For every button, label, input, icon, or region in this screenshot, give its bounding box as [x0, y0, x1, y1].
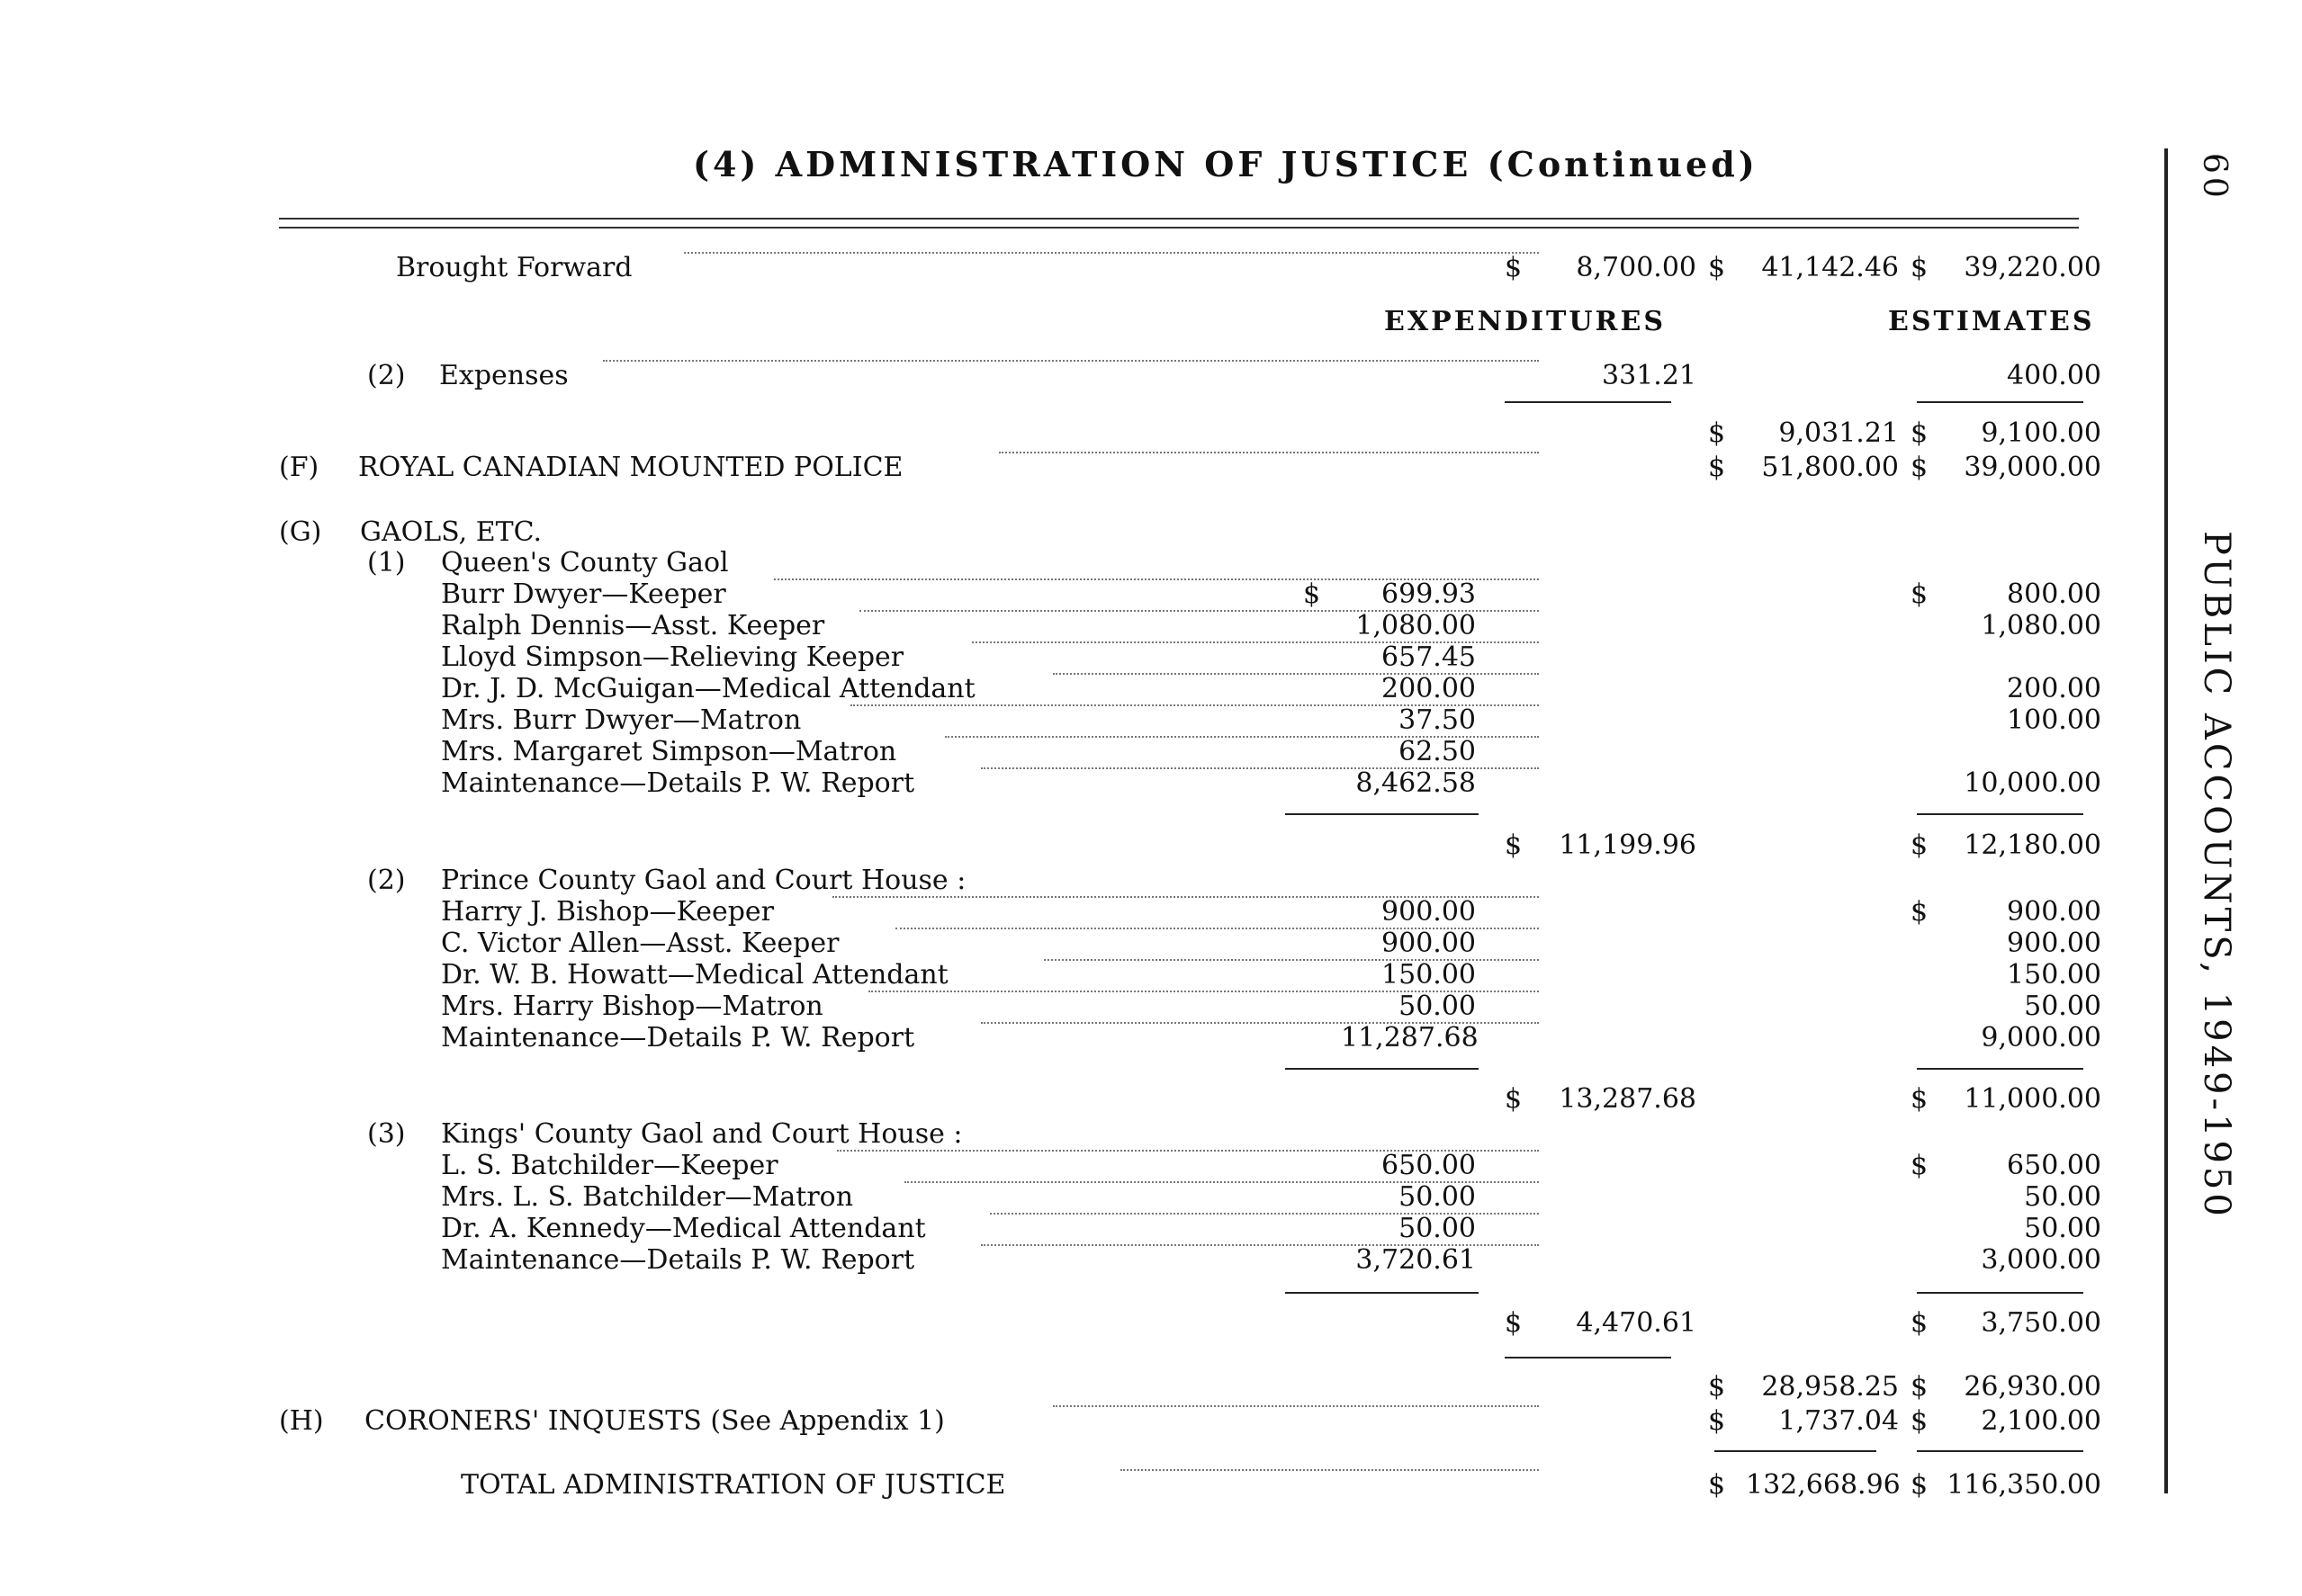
- amount-estimates: 3,000.00: [1981, 1244, 2101, 1276]
- row-queens-county: [270, 547, 2115, 579]
- amount-expenditures: 13,287.68: [1559, 1083, 1696, 1115]
- leader-dots: [603, 360, 1539, 362]
- amount-expenditures: 8,700.00: [1576, 252, 1696, 283]
- amount-estimates: 50.00: [2024, 1181, 2101, 1213]
- row-label: Maintenance—Details P. W. Report: [441, 767, 915, 799]
- amount-estimates: 9,000.00: [1981, 1022, 2101, 1054]
- section-letter: (F): [279, 452, 319, 483]
- amount-detail: 50.00: [1398, 1213, 1476, 1244]
- amount-detail: 37.50: [1398, 704, 1476, 736]
- amount-detail: 62.50: [1398, 736, 1476, 767]
- item-number: (1): [367, 547, 406, 578]
- margin-rule: [2164, 148, 2168, 1493]
- sum-line: [1285, 813, 1479, 815]
- table-row: [270, 673, 2115, 705]
- amount-estimates: 400.00: [2007, 360, 2101, 391]
- amount-estimates: 12,180.00: [1964, 829, 2101, 861]
- row-label: Mrs. L. S. Batchilder—Matron: [441, 1181, 854, 1213]
- sum-line: [1714, 1450, 1876, 1452]
- amount-estimates: 100.00: [2007, 704, 2101, 736]
- sum-line: [1505, 401, 1671, 403]
- amount-expenditures: 331.21: [1602, 360, 1696, 391]
- row-label: Maintenance—Details P. W. Report: [441, 1022, 915, 1054]
- amount-detail: 900.00: [1381, 928, 1476, 959]
- table-row: [270, 896, 2115, 928]
- dollar-sign: $: [1911, 829, 1929, 861]
- page-number: 60: [2196, 153, 2233, 202]
- page-title: (4) ADMINISTRATION OF JUSTICE (Continued): [693, 144, 1758, 184]
- title-rule-bottom: [279, 227, 2079, 229]
- row-label: Burr Dwyer—Keeper: [441, 578, 726, 610]
- row-label: Mrs. Margaret Simpson—Matron: [441, 736, 897, 767]
- leader-dots: [684, 252, 1539, 254]
- table-row: [270, 641, 2115, 674]
- amount-detail: 3,720.61: [1355, 1244, 1476, 1276]
- table-row: [270, 1022, 2115, 1054]
- header-expenditures: EXPENDITURES: [1384, 306, 1666, 337]
- amount-estimates: 26,930.00: [1964, 1371, 2101, 1403]
- dollar-sign: $: [1708, 417, 1726, 449]
- amount-expenditures: 11,199.96: [1559, 829, 1696, 861]
- row-gaols-total: [270, 1371, 2115, 1403]
- row-label: GAOLS, ETC.: [360, 516, 543, 548]
- dollar-sign: $: [1911, 417, 1929, 449]
- item-number: (2): [367, 360, 406, 391]
- row-prince-total: [270, 1083, 2115, 1116]
- amount-detail: 150.00: [1381, 959, 1476, 991]
- leader-dots: [999, 452, 1539, 453]
- row-label: Kings' County Gaol and Court House :: [441, 1118, 963, 1150]
- table-row: [270, 736, 2115, 768]
- dollar-sign: $: [1911, 1083, 1929, 1115]
- amount-estimates: 11,000.00: [1964, 1083, 2101, 1115]
- item-number: (2): [367, 865, 406, 896]
- sum-line: [1917, 1068, 2083, 1070]
- sum-line: [1917, 1450, 2083, 1452]
- dollar-sign: $: [1911, 252, 1929, 283]
- dollar-sign: $: [1708, 1469, 1726, 1501]
- amount-estimates: 800.00: [2007, 578, 2101, 610]
- amount-detail: 50.00: [1398, 991, 1476, 1022]
- dollar-sign: $: [1708, 252, 1726, 283]
- dollar-sign: $: [1911, 452, 1929, 483]
- table-row: [270, 767, 2115, 800]
- table-row: [270, 578, 2115, 611]
- section-letter: (G): [279, 516, 322, 548]
- row-grand-total: [270, 1469, 2115, 1502]
- amount-detail: 50.00: [1398, 1181, 1476, 1213]
- row-label: L. S. Batchilder—Keeper: [441, 1150, 778, 1181]
- amount-total: 132,668.96: [1746, 1469, 1901, 1501]
- table-row: [270, 928, 2115, 960]
- amount-estimates: 39,220.00: [1964, 252, 2101, 283]
- row-subtotal: [270, 417, 2115, 450]
- sum-line: [1917, 401, 2083, 403]
- amount-detail: 200.00: [1381, 673, 1476, 704]
- amount-estimates: 10,000.00: [1964, 767, 2101, 799]
- row-label: Ralph Dennis—Asst. Keeper: [441, 610, 825, 641]
- row-label: Maintenance—Details P. W. Report: [441, 1244, 915, 1276]
- row-kings-county: [270, 1118, 2115, 1151]
- dollar-sign: $: [1505, 1307, 1523, 1339]
- amount-detail: 8,462.58: [1355, 767, 1476, 799]
- amount-detail: 699.93: [1381, 578, 1476, 610]
- row-queens-total: [270, 829, 2115, 862]
- header-estimates: ESTIMATES: [1888, 306, 2095, 337]
- item-number: (3): [367, 1118, 406, 1150]
- row-label: C. Victor Allen—Asst. Keeper: [441, 928, 840, 959]
- table-row: [270, 991, 2115, 1023]
- row-label: Mrs. Harry Bishop—Matron: [441, 991, 823, 1022]
- sum-line: [1505, 1357, 1671, 1358]
- amount-estimates: 1,080.00: [1981, 610, 2101, 641]
- row-coroners: [270, 1405, 2115, 1438]
- section-letter: (H): [279, 1405, 324, 1437]
- table-row: [270, 1213, 2115, 1245]
- row-prince-county: [270, 865, 2115, 897]
- row-label: Harry J. Bishop—Keeper: [441, 896, 775, 928]
- dollar-sign: $: [1505, 1083, 1523, 1115]
- amount-estimates: 116,350.00: [1947, 1469, 2101, 1501]
- amount-total: 51,800.00: [1761, 452, 1899, 483]
- row-label: Prince County Gaol and Court House :: [441, 865, 967, 896]
- sum-line: [1917, 1292, 2083, 1294]
- amount-estimates: 650.00: [2007, 1150, 2101, 1181]
- row-label: Expenses: [439, 360, 569, 391]
- amount-total: 41,142.46: [1761, 252, 1899, 283]
- row-label: Dr. J. D. McGuigan—Medical Attendant: [441, 673, 976, 704]
- amount-estimates: 50.00: [2024, 1213, 2101, 1244]
- row-label: TOTAL ADMINISTRATION OF JUSTICE: [461, 1469, 1006, 1501]
- amount-detail: 650.00: [1381, 1150, 1476, 1181]
- amount-estimates: 2,100.00: [1981, 1405, 2101, 1437]
- amount-detail: 657.45: [1381, 641, 1476, 673]
- dollar-sign: $: [1505, 829, 1523, 861]
- amount-detail: 11,287.68: [1341, 1022, 1479, 1054]
- amount-estimates: 39,000.00: [1964, 452, 2101, 483]
- amount-detail: 900.00: [1381, 896, 1476, 928]
- row-label: Dr. W. B. Howatt—Medical Attendant: [441, 959, 949, 991]
- dollar-sign: $: [1505, 252, 1523, 283]
- table-row: [270, 1150, 2115, 1182]
- row-label: Queen's County Gaol: [441, 547, 729, 578]
- row-label: Brought Forward: [396, 252, 633, 283]
- table-row: [270, 1181, 2115, 1214]
- sum-line: [1285, 1292, 1479, 1294]
- dollar-sign: $: [1303, 578, 1321, 610]
- sum-line: [1917, 813, 2083, 815]
- table-row: [270, 610, 2115, 642]
- leader-dots: [1053, 1405, 1539, 1407]
- amount-estimates: 150.00: [2007, 959, 2101, 991]
- row-kings-total: [270, 1307, 2115, 1340]
- table-row: [270, 959, 2115, 991]
- amount-total: 28,958.25: [1761, 1371, 1899, 1403]
- row-label: Dr. A. Kennedy—Medical Attendant: [441, 1213, 926, 1244]
- row-brought-forward: [270, 252, 2115, 284]
- title-rule-top: [279, 218, 2079, 220]
- dollar-sign: $: [1911, 1469, 1929, 1501]
- row-rcmp: [270, 452, 2115, 484]
- row-expenses: [270, 360, 2115, 392]
- dollar-sign: $: [1708, 1405, 1726, 1437]
- dollar-sign: $: [1911, 1405, 1929, 1437]
- dollar-sign: $: [1708, 1371, 1726, 1403]
- dollar-sign: $: [1708, 452, 1726, 483]
- running-title: PUBLIC ACCOUNTS, 1949-1950: [2196, 531, 2237, 1220]
- amount-estimates: 50.00: [2024, 991, 2101, 1022]
- table-row: [270, 704, 2115, 737]
- row-label: ROYAL CANADIAN MOUNTED POLICE: [358, 452, 904, 483]
- row-gaols: [270, 516, 2115, 549]
- amount-detail: 1,080.00: [1355, 610, 1476, 641]
- dollar-sign: $: [1911, 578, 1929, 610]
- dollar-sign: $: [1911, 1371, 1929, 1403]
- amount-estimates: 900.00: [2007, 928, 2101, 959]
- amount-total: 1,737.04: [1778, 1405, 1899, 1437]
- amount-estimates: 3,750.00: [1981, 1307, 2101, 1339]
- amount-total: 9,031.21: [1778, 417, 1899, 449]
- amount-expenditures: 4,470.61: [1576, 1307, 1696, 1339]
- amount-estimates: 9,100.00: [1981, 417, 2101, 449]
- row-label: Mrs. Burr Dwyer—Matron: [441, 704, 802, 736]
- table-row: [270, 1244, 2115, 1277]
- row-label: Lloyd Simpson—Relieving Keeper: [441, 641, 904, 673]
- dollar-sign: $: [1911, 1307, 1929, 1339]
- dollar-sign: $: [1911, 1150, 1929, 1181]
- amount-estimates: 900.00: [2007, 896, 2101, 928]
- amount-estimates: 200.00: [2007, 673, 2101, 704]
- dollar-sign: $: [1911, 896, 1929, 928]
- leader-dots: [1120, 1469, 1539, 1471]
- sum-line: [1285, 1068, 1479, 1070]
- row-label: CORONERS' INQUESTS (See Appendix 1): [364, 1405, 945, 1437]
